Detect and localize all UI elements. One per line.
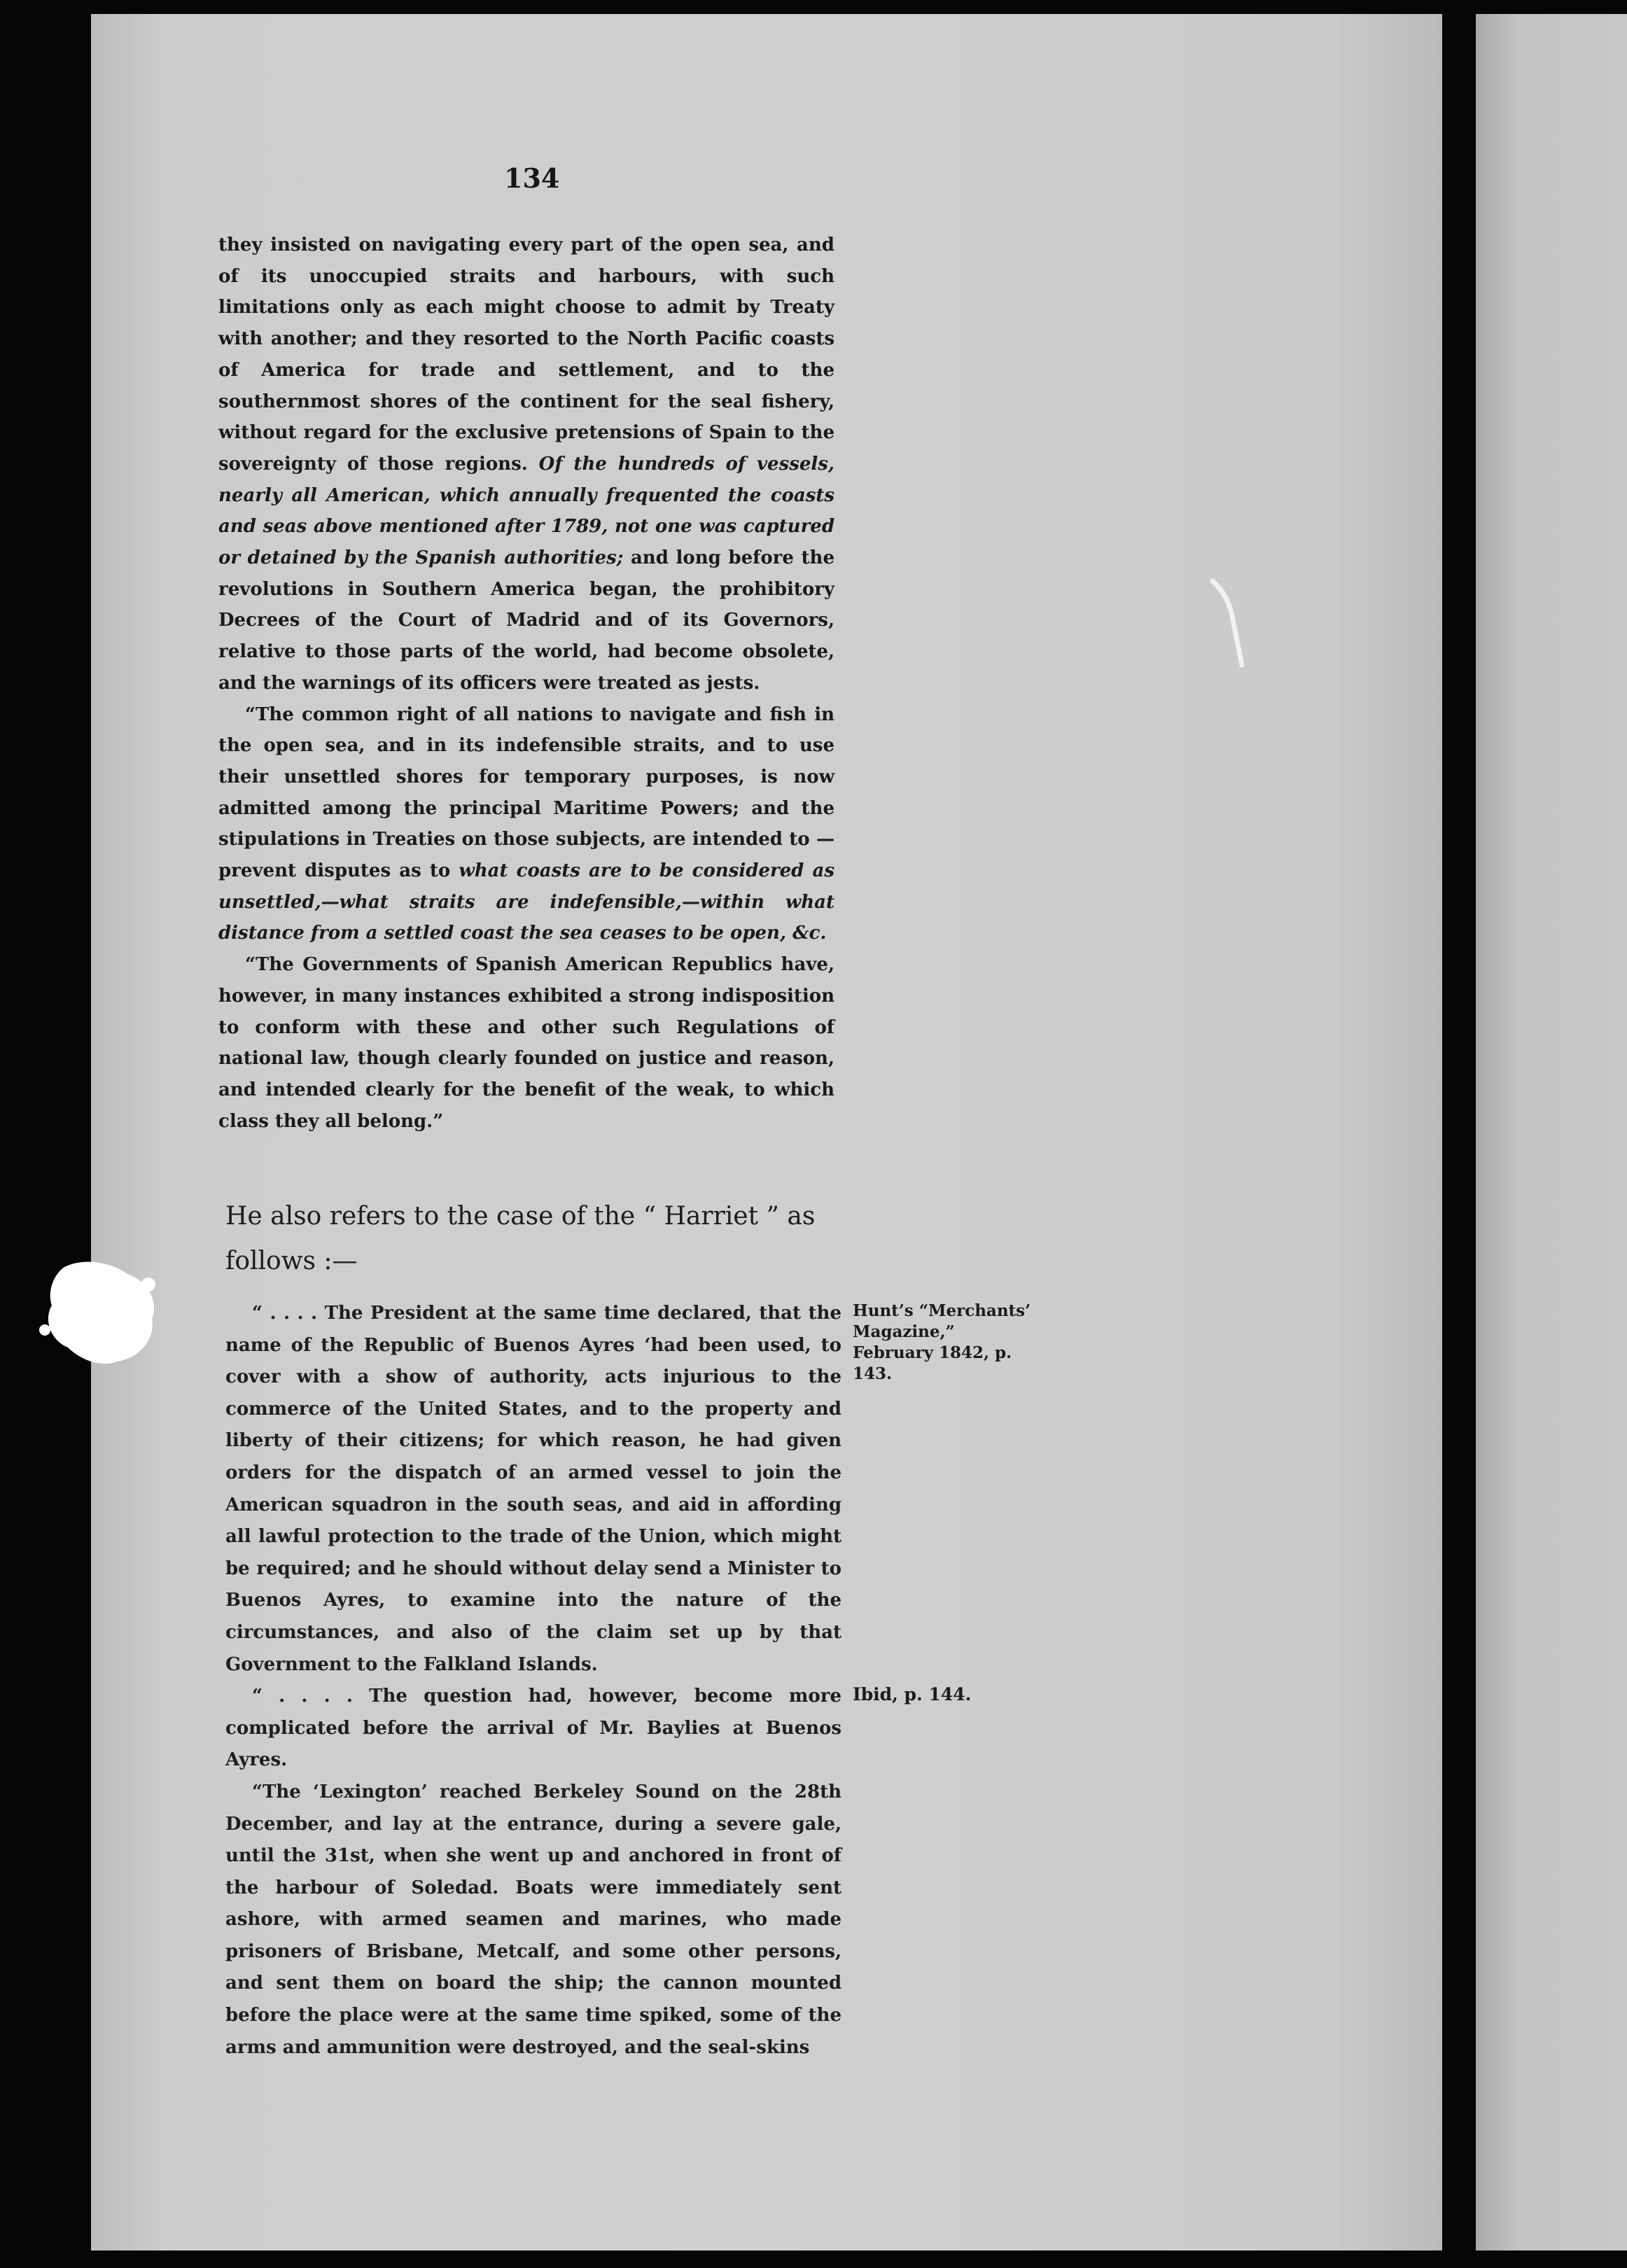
italic-passage: Of the hundreds of vessels, nearly all American, which annually frequented the coasts and seas above mentioned after 1789, not one was captured or detained by the Spanish authorities; — [218, 453, 835, 569]
margin-note-ibid: Ibid, p. 144. — [853, 1684, 972, 1704]
paragraph-question: “ . . . . The question had, however, become more complicated before the arrival of Mr. Baylies at Buenos Ayres. — [225, 1686, 842, 1771]
paragraph-president: “ . . . . The President at the same time declared, that the name of the Republic of Buenos Ayres ‘had been used, to cover with a show of authority, acts injurious to the commerce of the United States, and to the property and liberty of their citizens; for which reason, he had given orders for the dispatch of an armed vessel to join the American squadron in the south seas, and aid in affording all lawful protection to the trade of the Union, which might be required; and he should without delay send a Minister to Buenos Ayres, to examine into the nature of the circumstances, and also of the claim set up by that Government to the Falkland Islands. — [225, 1303, 842, 1675]
section-heading: He also refers to the case of the “ Harriet ” as follows :— — [225, 1202, 816, 1275]
margin-note-hunts-magazine: Hunt’s “Merchants’ Magazine,” February 1842, p. 143. — [853, 1301, 1031, 1383]
paragraph-spanish-governments: “The Governments of Spanish American Republics have, however, in many instances exhibited a strong indisposition to conform with these and other such Regulations of national law, though clearly founded on justice and reason, and intended clearly for the benefit of the weak, to which class they all belong.” — [218, 954, 835, 1132]
ink-blot-graphic — [36, 1253, 169, 1372]
paragraph-common-right: “The common right of all nations to navigate and fish in the open sea, and in its indefensible straits, and to use their unsettled shores for temporary purposes, is now admitted among the principal Maritime Powers; and the stipulations in Treaties on those subjects, are intended to —prevent disputes as to what coasts are to be considered as unsettled,—what straits are indefensible,—within what distance from a settled coast the sea ceases to be open, &c. — [218, 704, 835, 944]
adjacent-page-edge — [1476, 14, 1627, 2250]
page-number: 134 — [504, 162, 560, 194]
italic-passage: what coasts are to be considered as unsettled,—what straits are indefensible,—within what distance from a settled coast the sea ceases to be open, &c. — [218, 860, 835, 944]
paragraph-lexington: “The ‘Lexington’ reached Berkeley Sound on the 28th December, and lay at the entrance, during a severe gale, until the 31st, when she went up and anchored in front of the harbour of Soledad. Boats were immediately sent ashore, with armed seamen and marines, who made prisoners of Brisbane, Metcalf, and some other persons, and sent them on board the ship; the cannon mounted before the place were at the same time spiked, some of the arms and ammunition were destroyed, and the seal-skins — [225, 1781, 842, 2058]
paragraph-continued: they insisted on navigating every part of the open sea, and of its unoccupied straits and harbours, with such limitations only as each might choose to admit by Treaty with another; and they resorted to the North Pacific coasts of America for trade and settlement, and to the southernmost shores of the continent for the seal fishery, without regard for the exclusive pretensions of Spain to the sovereignty of those regions. Of the hundreds of vessels, nearly all American, which annually frequented the coasts and seas above mentioned after 1789, not one was captured or detained by the Spanish authorities; and long before the revolutions in Southern America began, the prohibitory Decrees of the Court of Madrid and of its Governors, relative to those parts of the world, had become obsolete, and the warnings of its officers were treated as jests. — [218, 234, 835, 694]
scratch-mark-graphic — [1207, 574, 1249, 672]
main-text-upper — [218, 230, 835, 1137]
main-text-lower — [225, 1298, 842, 2064]
